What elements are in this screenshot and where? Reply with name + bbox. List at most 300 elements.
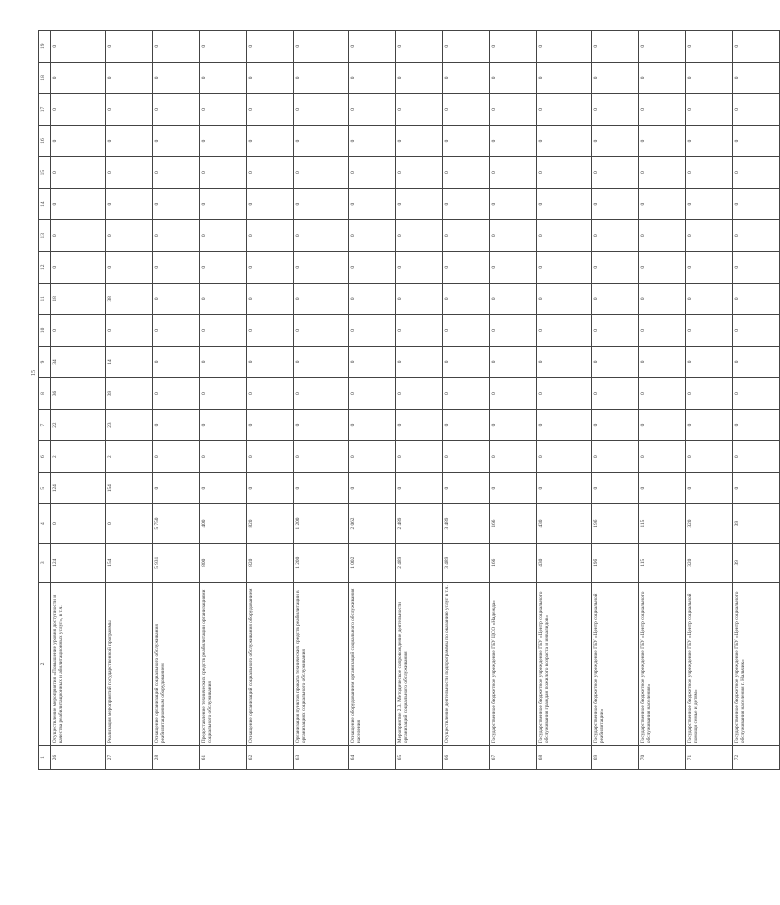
value-cell: 0 bbox=[51, 220, 106, 252]
value-cell: 0 bbox=[592, 31, 639, 63]
value-cell: 0 bbox=[294, 125, 349, 157]
header-cell: 3 bbox=[39, 543, 51, 582]
value-cell: 0 bbox=[349, 378, 396, 410]
row-name: Осуществление деятельности подпрограммы по оказанию услуг в т.ч. bbox=[443, 582, 490, 745]
value-cell: 0 bbox=[443, 157, 490, 189]
value-cell: 39 bbox=[106, 378, 153, 410]
value-cell: 430 bbox=[537, 543, 592, 582]
header-row bbox=[39, 31, 51, 770]
row-number: 68 bbox=[537, 746, 592, 770]
value-cell: 0 bbox=[51, 31, 106, 63]
row-name: Оснащение организаций социального обслуживания оборудованием bbox=[247, 582, 294, 745]
value-cell: 0 bbox=[153, 31, 200, 63]
value-cell: 0 bbox=[490, 125, 537, 157]
value-cell: 0 bbox=[106, 94, 153, 126]
value-cell: 0 bbox=[200, 315, 247, 347]
value-cell: 0 bbox=[396, 220, 443, 252]
value-cell: 3 489 bbox=[443, 543, 490, 582]
value-cell: 0 bbox=[639, 125, 686, 157]
value-cell: 0 bbox=[153, 220, 200, 252]
value-cell: 0 bbox=[51, 504, 106, 543]
value-cell: 18 bbox=[51, 283, 106, 315]
header-cell: 12 bbox=[39, 251, 51, 283]
value-cell: 0 bbox=[396, 315, 443, 347]
table-row bbox=[106, 31, 153, 770]
value-cell: 0 bbox=[200, 188, 247, 220]
table-row bbox=[537, 31, 592, 770]
value-cell: 0 bbox=[639, 472, 686, 504]
value-cell: 800 bbox=[200, 543, 247, 582]
value-cell: 0 bbox=[639, 157, 686, 189]
value-cell: 0 bbox=[200, 346, 247, 378]
row-number: 65 bbox=[396, 746, 443, 770]
value-cell: 0 bbox=[247, 157, 294, 189]
value-cell: 0 bbox=[443, 346, 490, 378]
row-name: Государственное бюджетное учреждение ГБУ «Центр социального обслуживания населения г. Нальчик» bbox=[733, 582, 780, 745]
value-cell: 0 bbox=[396, 62, 443, 94]
value-cell: 1 002 bbox=[349, 543, 396, 582]
value-cell: 154 bbox=[106, 472, 153, 504]
value-cell: 0 bbox=[686, 31, 733, 63]
table-row bbox=[639, 31, 686, 770]
value-cell: 0 bbox=[537, 62, 592, 94]
row-number: 27 bbox=[106, 746, 153, 770]
value-cell: 0 bbox=[200, 220, 247, 252]
value-cell: 0 bbox=[592, 283, 639, 315]
value-cell: 0 bbox=[200, 125, 247, 157]
value-cell: 2 bbox=[51, 441, 106, 473]
table-row bbox=[247, 31, 294, 770]
row-number: 64 bbox=[349, 746, 396, 770]
value-cell: 0 bbox=[153, 188, 200, 220]
value-cell: 0 bbox=[443, 472, 490, 504]
value-cell: 0 bbox=[349, 157, 396, 189]
value-cell: 0 bbox=[200, 409, 247, 441]
row-number: 66 bbox=[443, 746, 490, 770]
row-number: 26 bbox=[51, 746, 106, 770]
value-cell: 0 bbox=[443, 441, 490, 473]
value-cell: 0 bbox=[349, 315, 396, 347]
value-cell: 0 bbox=[443, 315, 490, 347]
value-cell: 0 bbox=[106, 125, 153, 157]
row-number: 72 bbox=[733, 746, 780, 770]
value-cell: 1 200 bbox=[294, 543, 349, 582]
value-cell: 0 bbox=[51, 251, 106, 283]
value-cell: 0 bbox=[686, 188, 733, 220]
row-name: Реализация мероприятий государственной программы bbox=[106, 582, 153, 745]
row-name: Государственное бюджетное учреждение ГБУ «Центр социального обслуживания граждан пожилого возраста и инвалидов» bbox=[537, 582, 592, 745]
value-cell: 0 bbox=[490, 94, 537, 126]
value-cell: 0 bbox=[537, 188, 592, 220]
value-cell: 320 bbox=[686, 504, 733, 543]
value-cell: 0 bbox=[733, 409, 780, 441]
value-cell: 166 bbox=[490, 543, 537, 582]
value-cell: 0 bbox=[686, 346, 733, 378]
value-cell: 0 bbox=[592, 378, 639, 410]
value-cell: 0 bbox=[686, 315, 733, 347]
row-name: Оснащение оборудованием организаций социального обслуживания населения bbox=[349, 582, 396, 745]
value-cell: 0 bbox=[349, 441, 396, 473]
value-cell: 2 062 bbox=[349, 504, 396, 543]
value-cell: 0 bbox=[443, 62, 490, 94]
value-cell: 0 bbox=[294, 315, 349, 347]
value-cell: 0 bbox=[294, 157, 349, 189]
value-cell: 0 bbox=[200, 251, 247, 283]
value-cell: 0 bbox=[537, 283, 592, 315]
value-cell: 0 bbox=[686, 472, 733, 504]
table-viewport bbox=[38, 30, 746, 770]
value-cell: 0 bbox=[106, 62, 153, 94]
value-cell: 0 bbox=[537, 441, 592, 473]
value-cell: 0 bbox=[639, 188, 686, 220]
value-cell: 0 bbox=[396, 346, 443, 378]
value-cell: 0 bbox=[396, 251, 443, 283]
value-cell: 0 bbox=[639, 94, 686, 126]
value-cell: 0 bbox=[294, 441, 349, 473]
value-cell: 0 bbox=[592, 94, 639, 126]
value-cell: 0 bbox=[490, 220, 537, 252]
value-cell: 0 bbox=[592, 315, 639, 347]
value-cell: 0 bbox=[592, 346, 639, 378]
value-cell: 0 bbox=[537, 315, 592, 347]
value-cell: 0 bbox=[106, 157, 153, 189]
header-cell: 5 bbox=[39, 472, 51, 504]
value-cell: 0 bbox=[592, 251, 639, 283]
row-name: Осуществление мероприятия «Повышение уровня доступности и качества реабилитационных и абилитационных услуг», в т.ч. bbox=[51, 582, 106, 745]
value-cell: 430 bbox=[537, 504, 592, 543]
value-cell: 0 bbox=[200, 62, 247, 94]
value-cell: 0 bbox=[490, 472, 537, 504]
value-cell: 0 bbox=[349, 346, 396, 378]
value-cell: 0 bbox=[639, 378, 686, 410]
value-cell: 0 bbox=[639, 220, 686, 252]
value-cell: 3 489 bbox=[443, 504, 490, 543]
header-cell: 1 bbox=[39, 746, 51, 770]
row-name: Мероприятие 2.3. Методическое сопровождение деятельности организаций социального обслуживания bbox=[396, 582, 443, 745]
value-cell: 0 bbox=[294, 94, 349, 126]
value-cell: 0 bbox=[349, 283, 396, 315]
value-cell: 0 bbox=[247, 378, 294, 410]
value-cell: 0 bbox=[639, 409, 686, 441]
value-cell: 0 bbox=[490, 441, 537, 473]
value-cell: 0 bbox=[294, 251, 349, 283]
row-name: Оснащение организаций социального обслуживания реабилитационным оборудованием bbox=[153, 582, 200, 745]
header-cell: 15 bbox=[39, 157, 51, 189]
header-cell: 18 bbox=[39, 62, 51, 94]
row-number: 70 bbox=[639, 746, 686, 770]
value-cell: 0 bbox=[733, 251, 780, 283]
value-cell: 0 bbox=[537, 157, 592, 189]
row-name: Государственное бюджетное учреждение ГБУ «Центр социальной помощи семье и детям» bbox=[686, 582, 733, 745]
row-number: 61 bbox=[200, 746, 247, 770]
value-cell: 124 bbox=[51, 543, 106, 582]
value-cell: 0 bbox=[490, 315, 537, 347]
value-cell: 39 bbox=[733, 543, 780, 582]
value-cell: 115 bbox=[639, 543, 686, 582]
value-cell: 0 bbox=[294, 220, 349, 252]
value-cell: 0 bbox=[537, 346, 592, 378]
value-cell: 0 bbox=[733, 283, 780, 315]
value-cell: 0 bbox=[51, 125, 106, 157]
header-cell: 8 bbox=[39, 378, 51, 410]
value-cell: 0 bbox=[443, 188, 490, 220]
value-cell: 0 bbox=[396, 283, 443, 315]
row-name: Государственное бюджетное учреждение ГБУ ЦСО «Надежда» bbox=[490, 582, 537, 745]
value-cell: 0 bbox=[153, 125, 200, 157]
value-cell: 0 bbox=[686, 251, 733, 283]
table-row bbox=[294, 31, 349, 770]
value-cell: 0 bbox=[592, 441, 639, 473]
header-cell: 9 bbox=[39, 346, 51, 378]
value-cell: 0 bbox=[294, 378, 349, 410]
value-cell: 0 bbox=[537, 220, 592, 252]
value-cell: 0 bbox=[686, 62, 733, 94]
value-cell: 0 bbox=[592, 472, 639, 504]
value-cell: 0 bbox=[443, 125, 490, 157]
value-cell: 0 bbox=[294, 409, 349, 441]
value-cell: 5 750 bbox=[153, 504, 200, 543]
value-cell: 0 bbox=[294, 188, 349, 220]
value-cell: 0 bbox=[396, 188, 443, 220]
value-cell: 0 bbox=[247, 220, 294, 252]
value-cell: 0 bbox=[396, 441, 443, 473]
value-cell: 0 bbox=[733, 472, 780, 504]
value-cell: 0 bbox=[396, 472, 443, 504]
table-row bbox=[200, 31, 247, 770]
value-cell: 0 bbox=[200, 472, 247, 504]
value-cell: 0 bbox=[396, 157, 443, 189]
value-cell: 0 bbox=[247, 283, 294, 315]
value-cell: 19б bbox=[592, 543, 639, 582]
table-row bbox=[733, 31, 780, 770]
value-cell: 39 bbox=[733, 504, 780, 543]
value-cell: 0 bbox=[686, 283, 733, 315]
value-cell: 820 bbox=[247, 504, 294, 543]
value-cell: 0 bbox=[639, 283, 686, 315]
value-cell: 0 bbox=[247, 441, 294, 473]
table-row bbox=[592, 31, 639, 770]
value-cell: 0 bbox=[349, 188, 396, 220]
value-cell: 0 bbox=[733, 315, 780, 347]
value-cell: 0 bbox=[294, 31, 349, 63]
value-cell: 0 bbox=[592, 188, 639, 220]
value-cell: 0 bbox=[51, 62, 106, 94]
value-cell: 0 bbox=[51, 188, 106, 220]
value-cell: 0 bbox=[490, 409, 537, 441]
value-cell: 0 bbox=[200, 31, 247, 63]
value-cell: 0 bbox=[396, 409, 443, 441]
header-cell: 13 bbox=[39, 220, 51, 252]
value-cell: 0 bbox=[153, 94, 200, 126]
value-cell: 0 bbox=[443, 31, 490, 63]
value-cell: 0 bbox=[443, 220, 490, 252]
value-cell: 0 bbox=[247, 94, 294, 126]
value-cell: 0 bbox=[153, 62, 200, 94]
value-cell: 2 489 bbox=[396, 504, 443, 543]
value-cell: 0 bbox=[153, 472, 200, 504]
value-cell: 0 bbox=[247, 125, 294, 157]
value-cell: 1 200 bbox=[294, 504, 349, 543]
value-cell: 0 bbox=[733, 188, 780, 220]
value-cell: 0 bbox=[247, 315, 294, 347]
value-cell: 0 bbox=[200, 283, 247, 315]
value-cell: 0 bbox=[349, 472, 396, 504]
table-body bbox=[39, 31, 780, 770]
header-cell: 16 bbox=[39, 125, 51, 157]
value-cell: 0 bbox=[733, 378, 780, 410]
budget-table bbox=[38, 30, 780, 770]
value-cell: 0 bbox=[537, 94, 592, 126]
value-cell: 0 bbox=[639, 346, 686, 378]
value-cell: 0 bbox=[247, 31, 294, 63]
value-cell: 0 bbox=[490, 378, 537, 410]
row-number: 62 bbox=[247, 746, 294, 770]
page-marker: 15 bbox=[31, 370, 37, 376]
value-cell: 0 bbox=[106, 315, 153, 347]
table-row bbox=[686, 31, 733, 770]
value-cell: 0 bbox=[686, 220, 733, 252]
value-cell: 0 bbox=[294, 283, 349, 315]
value-cell: 0 bbox=[490, 251, 537, 283]
header-cell: 2 bbox=[39, 582, 51, 745]
value-cell: 0 bbox=[396, 94, 443, 126]
header-cell: 17 bbox=[39, 94, 51, 126]
header-cell: 7 bbox=[39, 409, 51, 441]
row-name: Государственное бюджетное учреждение ГБУ «Центр социальной реабилитации» bbox=[592, 582, 639, 745]
value-cell: 0 bbox=[51, 157, 106, 189]
value-cell: 0 bbox=[106, 251, 153, 283]
value-cell: 5 931 bbox=[153, 543, 200, 582]
value-cell: 0 bbox=[490, 188, 537, 220]
value-cell: 0 bbox=[349, 31, 396, 63]
value-cell: 320 bbox=[686, 543, 733, 582]
value-cell: 0 bbox=[443, 94, 490, 126]
header-cell: 4 bbox=[39, 504, 51, 543]
value-cell: 0 bbox=[733, 441, 780, 473]
value-cell: 0 bbox=[490, 346, 537, 378]
value-cell: 0 bbox=[733, 125, 780, 157]
value-cell: 0 bbox=[537, 409, 592, 441]
value-cell: 820 bbox=[247, 543, 294, 582]
value-cell: 0 bbox=[537, 31, 592, 63]
row-number: 28 bbox=[153, 746, 200, 770]
rotated-table-container bbox=[38, 30, 746, 770]
table-row bbox=[349, 31, 396, 770]
value-cell: 0 bbox=[537, 472, 592, 504]
value-cell: 124 bbox=[51, 472, 106, 504]
value-cell: 14 bbox=[106, 346, 153, 378]
value-cell: 0 bbox=[592, 409, 639, 441]
value-cell: 115 bbox=[639, 504, 686, 543]
value-cell: 0 bbox=[153, 315, 200, 347]
value-cell: 166 bbox=[490, 504, 537, 543]
value-cell: 0 bbox=[639, 251, 686, 283]
value-cell: 0 bbox=[294, 346, 349, 378]
value-cell: 0 bbox=[733, 220, 780, 252]
value-cell: 0 bbox=[592, 62, 639, 94]
value-cell: 36 bbox=[51, 378, 106, 410]
table-row bbox=[153, 31, 200, 770]
value-cell: 0 bbox=[686, 441, 733, 473]
value-cell: 0 bbox=[51, 94, 106, 126]
table-row bbox=[443, 31, 490, 770]
value-cell: 0 bbox=[106, 31, 153, 63]
value-cell: 0 bbox=[639, 315, 686, 347]
value-cell: 0 bbox=[349, 125, 396, 157]
value-cell: 0 bbox=[349, 94, 396, 126]
value-cell: 0 bbox=[537, 378, 592, 410]
header-cell: 10 bbox=[39, 315, 51, 347]
value-cell: 0 bbox=[592, 125, 639, 157]
value-cell: 0 bbox=[51, 315, 106, 347]
value-cell: 0 bbox=[490, 62, 537, 94]
value-cell: 38 bbox=[106, 283, 153, 315]
value-cell: 23 bbox=[106, 409, 153, 441]
value-cell: 0 bbox=[592, 157, 639, 189]
value-cell: 0 bbox=[639, 31, 686, 63]
value-cell: 22 bbox=[51, 409, 106, 441]
value-cell: 0 bbox=[153, 283, 200, 315]
value-cell: 0 bbox=[200, 378, 247, 410]
value-cell: 0 bbox=[686, 94, 733, 126]
value-cell: 0 bbox=[247, 62, 294, 94]
value-cell: 0 bbox=[733, 62, 780, 94]
value-cell: 0 bbox=[200, 441, 247, 473]
value-cell: 0 bbox=[349, 220, 396, 252]
value-cell: 0 bbox=[733, 157, 780, 189]
value-cell: 0 bbox=[106, 504, 153, 543]
row-name: Государственное бюджетное учреждение ГБУ «Центр социального обслуживания населения» bbox=[639, 582, 686, 745]
value-cell: 0 bbox=[153, 251, 200, 283]
value-cell: 0 bbox=[106, 188, 153, 220]
value-cell: 0 bbox=[200, 157, 247, 189]
value-cell: 0 bbox=[153, 441, 200, 473]
row-number: 69 bbox=[592, 746, 639, 770]
value-cell: 0 bbox=[396, 378, 443, 410]
value-cell: 0 bbox=[686, 378, 733, 410]
value-cell: 19б bbox=[592, 504, 639, 543]
value-cell: 0 bbox=[349, 62, 396, 94]
value-cell: 0 bbox=[153, 409, 200, 441]
value-cell: 0 bbox=[537, 251, 592, 283]
value-cell: 0 bbox=[153, 346, 200, 378]
value-cell: 0 bbox=[349, 251, 396, 283]
row-number: 71 bbox=[686, 746, 733, 770]
value-cell: 0 bbox=[537, 125, 592, 157]
value-cell: 0 bbox=[200, 94, 247, 126]
value-cell: 0 bbox=[733, 94, 780, 126]
value-cell: 0 bbox=[153, 157, 200, 189]
value-cell: 0 bbox=[294, 472, 349, 504]
value-cell: 0 bbox=[294, 62, 349, 94]
value-cell: 2 489 bbox=[396, 543, 443, 582]
header-cell: 19 bbox=[39, 31, 51, 63]
value-cell: 0 bbox=[639, 441, 686, 473]
value-cell: 34 bbox=[51, 346, 106, 378]
value-cell: 0 bbox=[443, 378, 490, 410]
row-name: Организация пунктов проката технических средств реабилитации в организациях социального обслуживания bbox=[294, 582, 349, 745]
value-cell: 0 bbox=[153, 378, 200, 410]
value-cell: 0 bbox=[443, 283, 490, 315]
value-cell: 154 bbox=[106, 543, 153, 582]
value-cell: 0 bbox=[490, 31, 537, 63]
table-row bbox=[396, 31, 443, 770]
table-row bbox=[490, 31, 537, 770]
value-cell: 0 bbox=[733, 346, 780, 378]
value-cell: 0 bbox=[443, 251, 490, 283]
value-cell: 0 bbox=[686, 409, 733, 441]
row-name: Предоставление технических средств реабилитации организациями социального обслуживания bbox=[200, 582, 247, 745]
